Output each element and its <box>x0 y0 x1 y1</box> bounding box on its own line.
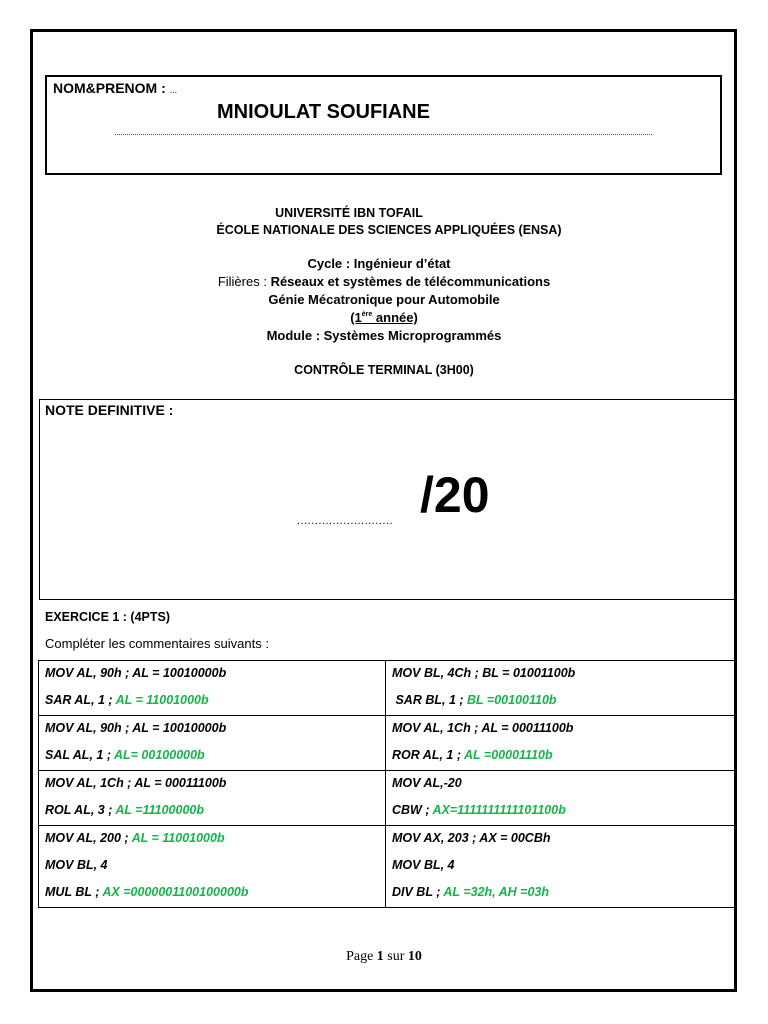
code-line: CBW ; AX=1111111111101100b <box>392 803 566 817</box>
code-line: MUL BL ; AX =0000001100100000b <box>45 885 249 899</box>
code-line: SAR AL, 1 ; AL = 11001000b <box>45 693 209 707</box>
page-number: Page 1 sur 10 <box>346 949 422 964</box>
code-line: ROL AL, 3 ; AL =11100000b <box>45 803 204 817</box>
table-cell <box>39 661 386 716</box>
filiere-2: Génie Mécatronique pour Automobile <box>268 292 500 307</box>
student-name: MNIOULAT SOUFIANE <box>217 101 430 123</box>
table-cell <box>386 716 735 771</box>
table-cell <box>39 826 386 908</box>
table-row <box>39 826 735 908</box>
code-line: DIV BL ; AL =32h, AH =03h <box>392 885 550 899</box>
table-cell <box>386 661 735 716</box>
code-line: ROR AL, 1 ; AL =00001110b <box>392 748 553 762</box>
exercise-table <box>38 660 735 908</box>
code-line: MOV AL, 1Ch ; AL = 00011100b <box>45 776 227 790</box>
code-line: MOV AL, 1Ch ; AL = 00011100b <box>392 721 574 735</box>
code-line: MOV BL, 4Ch ; BL = 01001100b <box>392 666 576 680</box>
table-row <box>39 771 735 826</box>
filieres: Filières : Réseaux et systèmes de télécommunications <box>217 274 551 289</box>
code-line: MOV BL, 4 <box>392 858 455 872</box>
exercise-title: EXERCICE 1 : (4PTS) <box>45 610 171 624</box>
note-score: /20 <box>420 467 490 523</box>
exam-title: CONTRÔLE TERMINAL (3H00) <box>294 363 474 377</box>
note-box <box>39 399 735 600</box>
label-dots: ... <box>169 85 178 95</box>
module: Module : Systèmes Microprogrammés <box>266 328 502 343</box>
name-dotted-line <box>115 134 652 135</box>
note-dots: ........................... <box>297 515 394 527</box>
university-name: UNIVERSITÉ IBN TOFAIL <box>275 206 423 220</box>
school-name: ÉCOLE NATIONALE DES SCIENCES APPLIQUÉES (ENSA) <box>216 223 562 237</box>
code-line: SAL AL, 1 ; AL= 00100000b <box>45 748 205 762</box>
table-cell <box>386 826 735 908</box>
cycle: Cycle : Ingénieur d’état <box>307 256 451 271</box>
code-line: SAR BL, 1 ; BL =00100110b <box>392 693 557 707</box>
code-line: MOV AL, 200 ; AL = 11001000b <box>45 831 225 845</box>
year: (1ère année) <box>350 310 418 325</box>
code-line: MOV BL, 4 <box>45 858 108 872</box>
table-row <box>39 716 735 771</box>
table-cell <box>39 716 386 771</box>
code-line: MOV AL, 90h ; AL = 10010000b <box>45 666 227 680</box>
code-line: MOV AX, 203 ; AX = 00CBh <box>392 831 551 845</box>
code-line: MOV AL, 90h ; AL = 10010000b <box>45 721 227 735</box>
table-cell <box>386 771 735 826</box>
table-cell <box>39 771 386 826</box>
student-name-label: NOM&PRENOM : ... <box>53 80 178 96</box>
note-label: NOTE DEFINITIVE : <box>45 402 174 418</box>
code-line: MOV AL,-20 <box>392 776 462 790</box>
exercise-instruction: Compléter les commentaires suivants : <box>45 636 269 651</box>
table-row <box>39 661 735 716</box>
